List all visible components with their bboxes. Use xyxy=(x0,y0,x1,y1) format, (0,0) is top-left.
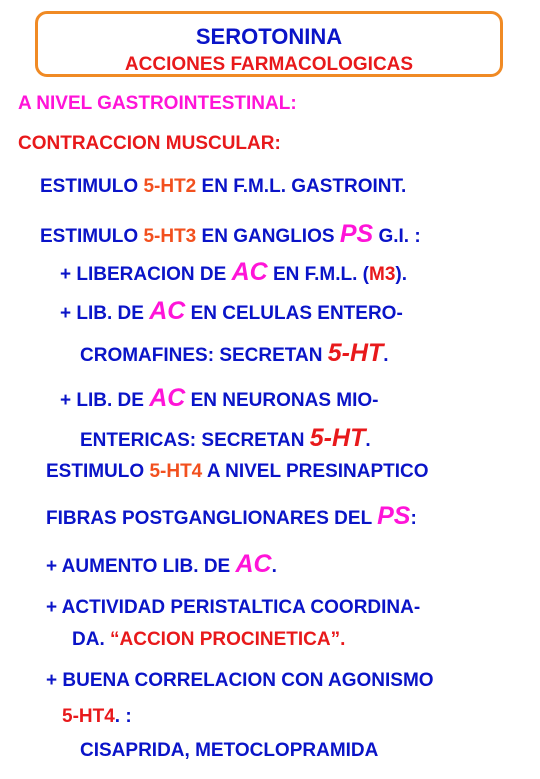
5ht-label: 5-HT xyxy=(309,424,366,452)
text: FIBRAS POSTGANGLIONARES DEL xyxy=(46,508,378,529)
text: DA. xyxy=(72,629,110,650)
line-lib-ac-neuronas xyxy=(60,384,379,413)
receptor-5ht2: 5-HT2 xyxy=(143,176,197,197)
ps-label: PS xyxy=(377,502,411,530)
text: EN F.M.L. GASTROINT. xyxy=(196,176,407,197)
line-5ht4-agonismo xyxy=(62,706,132,728)
text: + LIB. DE xyxy=(60,303,150,324)
text: ENTERICAS: SECRETAN xyxy=(80,430,310,451)
5ht-label: 5-HT xyxy=(327,339,384,367)
text: A NIVEL PRESINAPTICO xyxy=(202,461,429,482)
text: + LIB. DE xyxy=(60,390,150,411)
text: : xyxy=(410,508,417,529)
receptor-5ht4: 5-HT4 xyxy=(62,706,115,727)
text: . xyxy=(271,556,277,577)
procinetica-quote: “ACCION PROCINETICA”. xyxy=(110,629,346,650)
line-actividad-peristaltica: + ACTIVIDAD PERISTALTICA COORDINA- xyxy=(46,597,421,618)
ps-label: PS xyxy=(339,220,374,248)
text: EN NEURONAS MIO- xyxy=(185,390,379,411)
ac-label: AC xyxy=(231,258,268,286)
ac-label: AC xyxy=(235,550,272,578)
text: + AUMENTO LIB. DE xyxy=(46,556,236,577)
text: ESTIMULO xyxy=(46,461,150,482)
ac-label: AC xyxy=(149,384,186,412)
line-accion-procinetica xyxy=(72,629,345,651)
text: CROMAFINES: SECRETAN xyxy=(80,345,328,366)
heading-gastrointestinal: A NIVEL GASTROINTESTINAL: xyxy=(18,93,297,114)
line-fibras-postganglionares xyxy=(46,502,417,531)
line-farmacos: CISAPRIDA, METOCLOPRAMIDA xyxy=(80,740,379,761)
line-estimulo-5ht2 xyxy=(40,176,406,198)
text: ). xyxy=(395,264,408,285)
text: ESTIMULO xyxy=(40,226,144,247)
text: EN F.M.L. ( xyxy=(267,264,369,285)
text: EN GANGLIOS xyxy=(196,226,340,247)
receptor-5ht3: 5-HT3 xyxy=(143,226,197,247)
line-entericas xyxy=(80,424,371,453)
line-liberacion-ac xyxy=(60,258,407,287)
text: EN CELULAS ENTERO- xyxy=(185,303,403,324)
line-estimulo-5ht3 xyxy=(40,220,421,249)
text: . xyxy=(365,430,371,451)
line-aumento-lib-ac xyxy=(46,550,277,579)
line-buena-correlacion: + BUENA CORRELACION CON AGONISMO xyxy=(46,670,434,691)
slide-title: SEROTONINA xyxy=(195,24,343,49)
text: G.I. : xyxy=(373,226,421,247)
text: . xyxy=(383,345,389,366)
receptor-5ht4: 5-HT4 xyxy=(149,461,203,482)
slide-subtitle: ACCIONES FARMACOLOGICAS xyxy=(124,54,414,75)
ac-label: AC xyxy=(149,297,186,325)
line-estimulo-5ht4 xyxy=(46,461,429,483)
line-lib-ac-celulas xyxy=(60,297,403,326)
text: ESTIMULO xyxy=(40,176,144,197)
text: . : xyxy=(114,706,132,727)
m3-label: M3 xyxy=(369,264,396,285)
line-cromafines xyxy=(80,339,389,368)
title-box xyxy=(35,11,503,77)
text: + LIBERACION DE xyxy=(60,264,232,285)
heading-contraccion: CONTRACCION MUSCULAR: xyxy=(18,133,281,154)
